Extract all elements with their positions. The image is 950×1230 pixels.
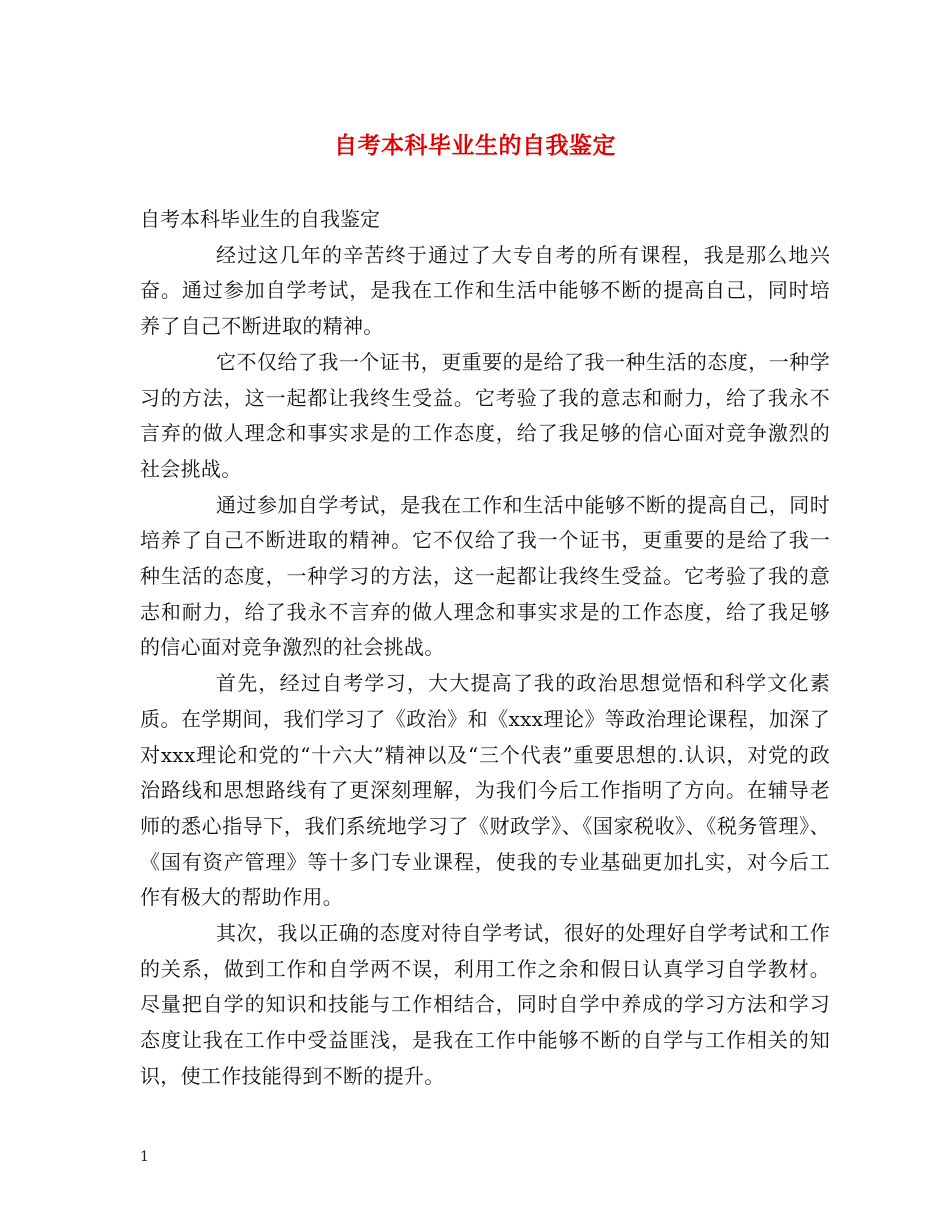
document-body <box>140 202 830 1095</box>
document-title: 自考本科毕业生的自我鉴定 <box>334 133 616 159</box>
paragraph-4: 首先，经过自考学习，大大提高了我的政治思想觉悟和科学文化素质。在学期间，我们学习了《政治》和《xxx理论》等政治理论课程，加深了对xxx理论和党的“十六大”精神以及“三个代表”重要思想的.认识，对党的政治路线和思想路线有了更深刻理解，为我们今后工作指明了方向。在辅导老师的悉心指导下，我们系统地学习了《财政学》、《国家税收》、《税务管理》、《国有资产管理》等十多门专业课程，使我的专业基础更加扎实，对今后工作有极大的帮助作用。 <box>140 671 830 910</box>
page-number: 1 <box>140 1149 149 1165</box>
paragraph-3: 通过参加自学考试，是我在工作和生活中能够不断的提高自己，同时培养了自己不断进取的精神。它不仅给了我一个证书，更重要的是给了我一种生活的态度，一种学习的方法，这一起都让我终生受益。它考验了我的意志和耐力，给了我永不言弃的做人理念和事实求是的工作态度，给了我足够的信心面对竞争激烈的社会挑战。 <box>140 492 830 660</box>
document-subtitle: 自考本科毕业生的自我鉴定 <box>140 207 380 231</box>
paragraph-5: 其次，我以正确的态度对待自学考试，很好的处理好自学考试和工作的关系，做到工作和自学两不误，利用工作之余和假日认真学习自学教材。尽量把自学的知识和技能与工作相结合，同时自学中养成的学习方法和学习态度让我在工作中受益匪浅，是我在工作中能够不断的自学与工作相关的知识，使工作技能得到不断的提升。 <box>140 921 830 1088</box>
paragraph-1: 经过这几年的辛苦终于通过了大专自考的所有课程，我是那么地兴奋。通过参加自学考试，是我在工作和生活中能够不断的提高自己，同时培养了自己不断进取的精神。 <box>140 242 830 339</box>
paragraph-2: 它不仅给了我一个证书，更重要的是给了我一种生活的态度，一种学习的方法，这一起都让我终生受益。它考验了我的意志和耐力，给了我永不言弃的做人理念和事实求是的工作态度，给了我足够的信心面对竞争激烈的社会挑战。 <box>140 349 830 481</box>
